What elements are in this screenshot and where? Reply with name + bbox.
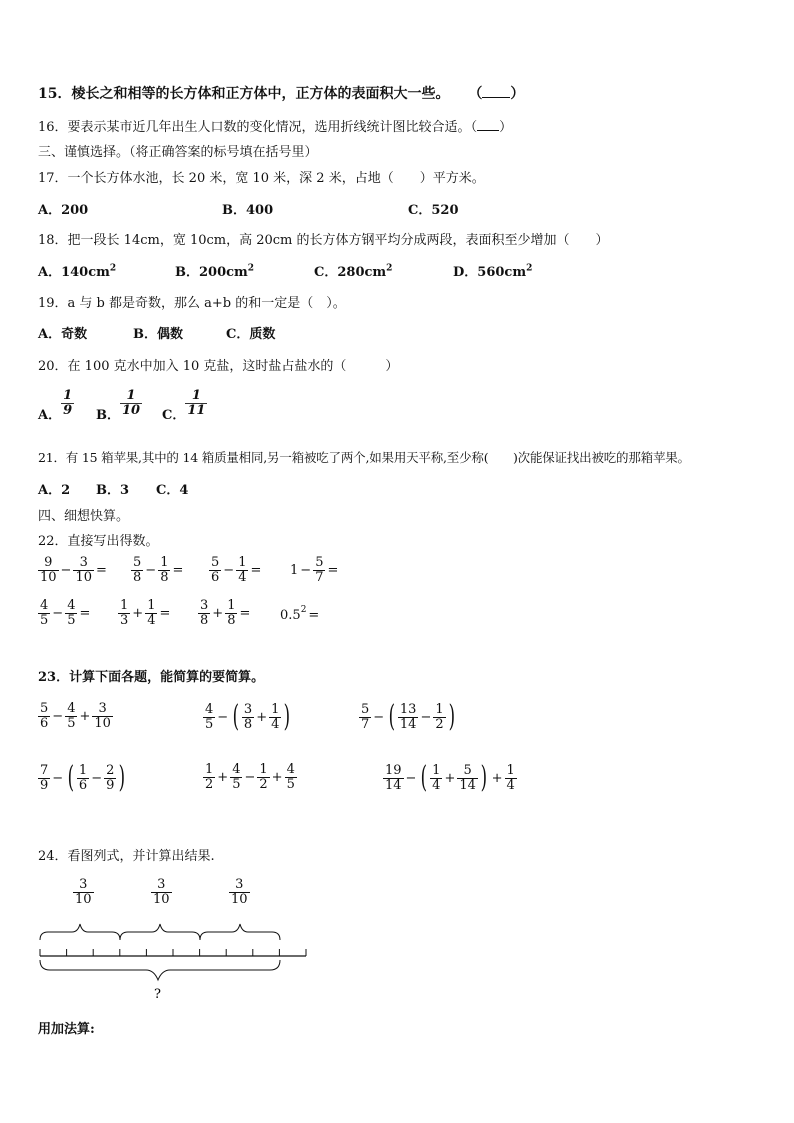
q16-answer-blank[interactable] bbox=[477, 118, 499, 131]
q15-text: 15． bbox=[38, 86, 72, 102]
q24-line-diagram bbox=[34, 918, 314, 1013]
q16-paren-close: ） bbox=[499, 120, 513, 135]
q16 bbox=[38, 116, 512, 135]
q17-option-c[interactable]: C．520 bbox=[408, 203, 459, 218]
q22-item-2: $\frac{5}{8}$ − $\frac{1}{8}$ = bbox=[133, 555, 184, 585]
q22-item-4: 1 − $\frac{5}{7}$ = bbox=[290, 555, 339, 585]
q23-expr-5: $\frac{1}{2}$ + $\frac{4}{5}$ − $\frac{1}{2}$ + $\frac{4}{5}$ bbox=[205, 762, 295, 792]
q23-expr-1: $\frac{5}{6}$ − $\frac{4}{5}$ + $\frac{3}{10}$ bbox=[40, 701, 111, 731]
top-brace-2 bbox=[120, 924, 200, 940]
top-brace-1 bbox=[40, 924, 120, 940]
q23-expr-2: $\frac{4}{5}$ − ( $\frac{3}{8}$ + $\frac{1}{4}$ ) bbox=[205, 699, 291, 734]
q23-expr-3: $\frac{5}{7}$ − ( $\frac{13}{14}$ − $\frac{1}{2}$ ) bbox=[361, 699, 455, 734]
section-3-heading: 三、谨慎选择。（将正确答案的标号填在括号里） bbox=[38, 145, 318, 160]
q19-text: 19．a 与 b 都是奇数，那么 a+b 的和一定是（ ）。 bbox=[38, 296, 346, 311]
q23-text: 23．计算下面各题，能简算的要简算。 bbox=[38, 670, 265, 685]
q22-item-1: $\frac{9}{10}$ − $\frac{3}{10}$ = bbox=[40, 555, 107, 585]
q21-option-c[interactable]: C．4 bbox=[156, 483, 189, 498]
q18-option-c[interactable]: C．$280cm^2$ bbox=[314, 263, 393, 280]
q20-option-a[interactable]: A． $\frac{1}{9}$ bbox=[38, 388, 73, 424]
q22-item-8: 0.5 $^2$ = bbox=[280, 604, 320, 623]
q21-option-b[interactable]: B．3 bbox=[96, 483, 130, 498]
q20-option-c[interactable]: C． $\frac{1}{11}$ bbox=[162, 388, 206, 424]
bottom-brace bbox=[40, 960, 280, 980]
q15-answer-blank[interactable] bbox=[482, 85, 510, 98]
section-4-heading: 四、细想快算。 bbox=[38, 509, 130, 524]
q21-text: 21．有 15 箱苹果,其中的 14 箱质量相同,另一箱被吃了两个,如果用天平称,至少称( )次能保证找出被吃的那箱苹果。 bbox=[38, 450, 690, 465]
q24-top-fraction-2: $\frac{3}{10}$ bbox=[153, 877, 170, 907]
q17-text: 17．一个长方体水池，长 20 米，宽 10 米，深 2 米，占地（ ）平方米。 bbox=[38, 171, 485, 186]
q17-option-b[interactable]: B．400 bbox=[222, 203, 274, 218]
q16-text: 要表示某市近几年出生人口数的变化情况，选用折线统计图比较合适。 bbox=[67, 120, 471, 135]
q22-item-3: $\frac{5}{6}$ − $\frac{1}{4}$ = bbox=[211, 555, 262, 585]
q24-top-fraction-3: $\frac{3}{10}$ bbox=[231, 877, 248, 907]
q15-paren-open: （ bbox=[468, 86, 483, 102]
q15 bbox=[38, 83, 524, 103]
q21-option-a[interactable]: A．2 bbox=[38, 483, 71, 498]
q18-option-d[interactable]: D．$560cm^2$ bbox=[453, 263, 533, 280]
q17-option-a[interactable]: A．200 bbox=[38, 203, 89, 218]
q16-num: 16． bbox=[38, 120, 68, 135]
q19-option-c[interactable]: C．质数 bbox=[226, 327, 276, 342]
q16-paren-open: （ bbox=[470, 120, 478, 135]
ticks bbox=[40, 949, 306, 956]
question-mark: ? bbox=[154, 987, 161, 1002]
q18-option-b[interactable]: B．$200cm^2$ bbox=[175, 263, 255, 280]
q22-item-5: $\frac{4}{5}$ − $\frac{4}{5}$ = bbox=[40, 598, 91, 628]
q15-body: 棱长之和相等的长方体和正方体中，正方体的表面积大一些。 bbox=[71, 86, 450, 102]
q19-option-a[interactable]: A．奇数 bbox=[38, 327, 88, 342]
q22-item-7: $\frac{3}{8}$ + $\frac{1}{8}$ = bbox=[200, 598, 251, 628]
top-brace-3 bbox=[200, 924, 280, 940]
q24-text: 24．看图列式，并计算出结果. bbox=[38, 849, 215, 864]
q20-option-b[interactable]: B． $\frac{1}{10}$ bbox=[96, 388, 141, 424]
q15-paren-close: ） bbox=[510, 86, 525, 102]
q22-item-6: $\frac{1}{3}$ + $\frac{1}{4}$ = bbox=[120, 598, 171, 628]
q19-option-b[interactable]: B．偶数 bbox=[133, 327, 183, 342]
q20-text: 20．在 100 克水中加入 10 克盐，这时盐占盐水的（ ） bbox=[38, 359, 399, 374]
q24-answer-label: 用加法算: bbox=[38, 1022, 95, 1037]
q18-option-a[interactable]: A．$140cm^2$ bbox=[38, 263, 117, 280]
q24-top-fraction-1: $\frac{3}{10}$ bbox=[75, 877, 92, 907]
q23-expr-4: $\frac{7}{9}$ − ( $\frac{1}{6}$ − $\frac{2}{9}$ ) bbox=[40, 760, 126, 795]
q23-expr-6: $\frac{19}{14}$ − ( $\frac{1}{4}$ + $\frac{5}{14}$ ) + $\frac{1}{4}$ bbox=[385, 760, 515, 795]
q22-text: 22．直接写出得数。 bbox=[38, 534, 159, 549]
q18-text: 18．把一段长 14cm，宽 10cm，高 20cm 的长方体方钢平均分成两段，表面积至少增加（ ） bbox=[38, 233, 609, 248]
